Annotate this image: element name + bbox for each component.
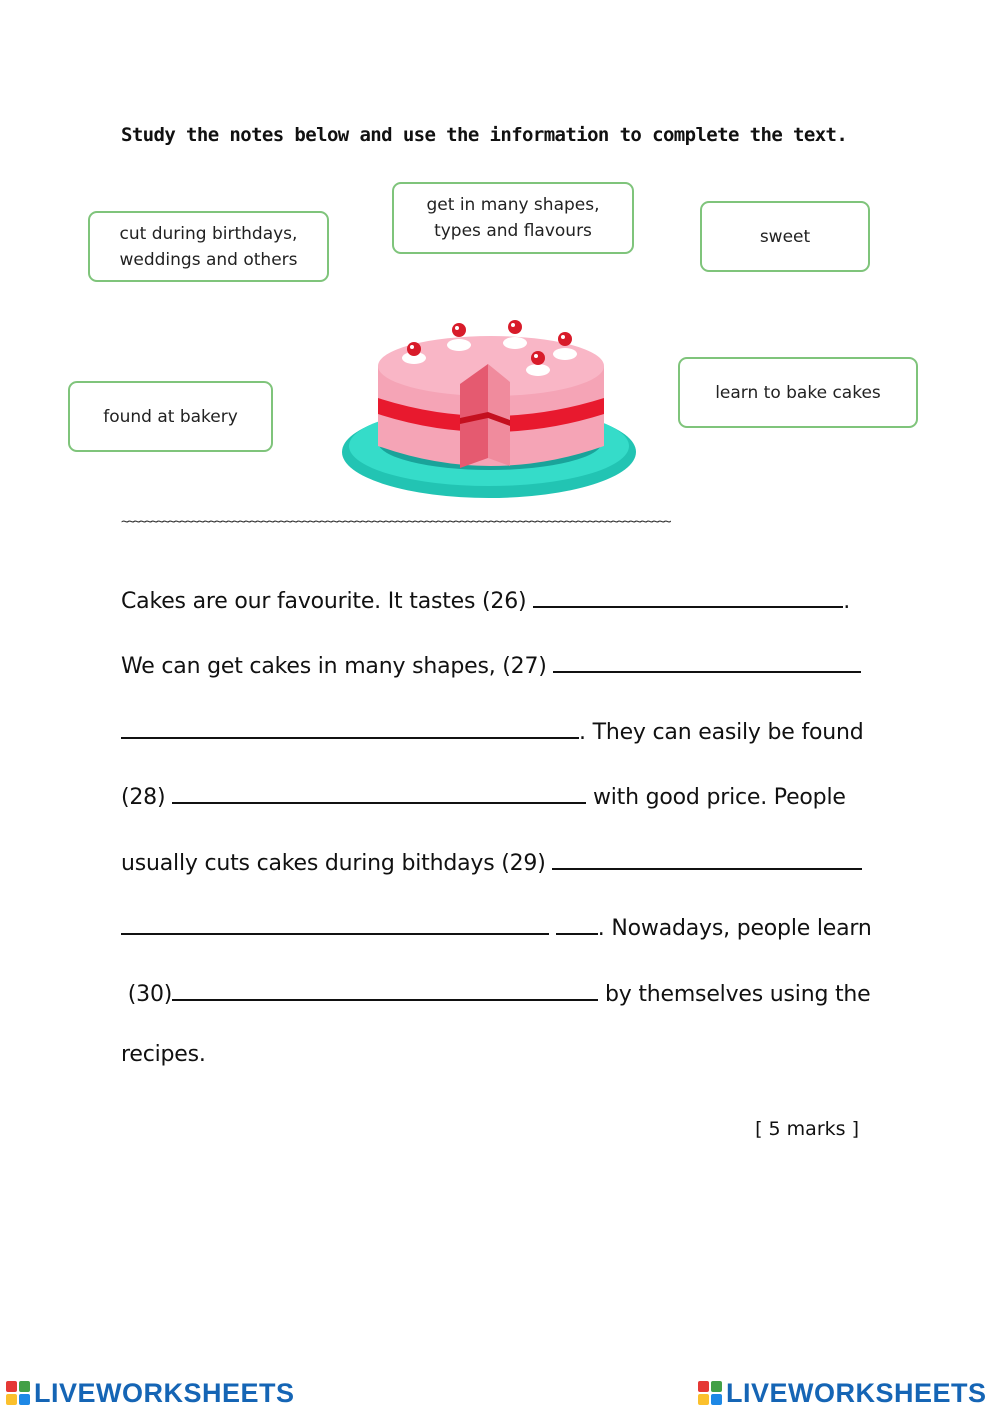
blank-26[interactable] xyxy=(533,584,843,608)
text-line-8: recipes. xyxy=(121,1042,206,1067)
note-get-in-many-shapes xyxy=(392,182,634,254)
text-segment: with good price. People xyxy=(586,785,846,810)
note-line: types and flavours xyxy=(434,221,592,241)
text-segment: Cakes are our favourite. It tastes (26) xyxy=(121,589,534,614)
blank-30[interactable] xyxy=(172,977,598,1001)
text-segment: usually cuts cakes during bithdays (29) xyxy=(121,851,553,876)
note-line: weddings and others xyxy=(119,249,298,270)
text-line-6 xyxy=(121,911,872,941)
text-line-7 xyxy=(121,977,871,1007)
blank-29-part-3[interactable] xyxy=(556,911,598,935)
cake-illustration xyxy=(340,318,640,504)
tilde-divider: ~~~~~~~~~~~~~~~~~~~~~~~~~~~~~~~~~~~~~~~~~~~~~~~~~~~~~~~~~~~~~~~~~~~~~~~~~~~~~~~~~~~~~~~~~~~~~~ xyxy=(121,514,669,530)
note-line: get in many shapes, xyxy=(426,195,600,215)
text-segment: . xyxy=(843,589,850,614)
logo-letter-l xyxy=(698,1381,709,1392)
text-line-4 xyxy=(121,780,846,810)
note-line: learn to bake cakes xyxy=(715,382,881,403)
text-segment: We can get cakes in many shapes, (27) xyxy=(121,654,554,679)
text-segment: . They can easily be found xyxy=(579,720,864,745)
text-segment: (28) xyxy=(121,785,173,810)
text-line-5 xyxy=(121,846,862,876)
note-line: sweet xyxy=(759,226,811,247)
note-sweet xyxy=(700,201,870,272)
logo-letter-i xyxy=(19,1381,30,1392)
note-found-at-bakery xyxy=(68,381,273,452)
marks-label: [ 5 marks ] xyxy=(755,1118,859,1140)
logo-letter-l xyxy=(6,1381,17,1392)
blank-29-part-2[interactable] xyxy=(121,911,549,935)
text-line-2 xyxy=(121,649,861,679)
logo-text: LIVEWORKSHEETS xyxy=(726,1377,987,1408)
liveworksheets-logo-right xyxy=(698,1377,987,1409)
blank-27-part-2[interactable] xyxy=(121,715,579,739)
text-segment: . Nowadays, people learn xyxy=(597,916,872,941)
logo-icon xyxy=(698,1381,722,1405)
note-cut-during-birthdays xyxy=(88,211,329,282)
logo-letter-e xyxy=(19,1394,30,1405)
note-line: cut during birthdays, xyxy=(119,223,298,244)
blank-27-part-1[interactable] xyxy=(553,649,861,673)
logo-letter-i xyxy=(711,1381,722,1392)
blank-28[interactable] xyxy=(172,780,586,804)
note-learn-to-bake xyxy=(678,357,918,428)
text-line-3 xyxy=(121,715,864,745)
blank-29-part-1[interactable] xyxy=(552,846,862,870)
liveworksheets-logo-left xyxy=(6,1377,295,1409)
logo-icon xyxy=(6,1381,30,1405)
logo-letter-v xyxy=(6,1394,17,1405)
instruction-heading: Study the notes below and use the information to complete the text. xyxy=(121,124,848,146)
logo-letter-e xyxy=(711,1394,722,1405)
note-line: found at bakery xyxy=(103,406,238,427)
logo-text: LIVEWORKSHEETS xyxy=(34,1377,295,1408)
logo-letter-v xyxy=(698,1394,709,1405)
text-segment: by themselves using the xyxy=(598,982,871,1007)
text-segment: (30) xyxy=(121,982,173,1007)
text-line-1 xyxy=(121,584,850,614)
